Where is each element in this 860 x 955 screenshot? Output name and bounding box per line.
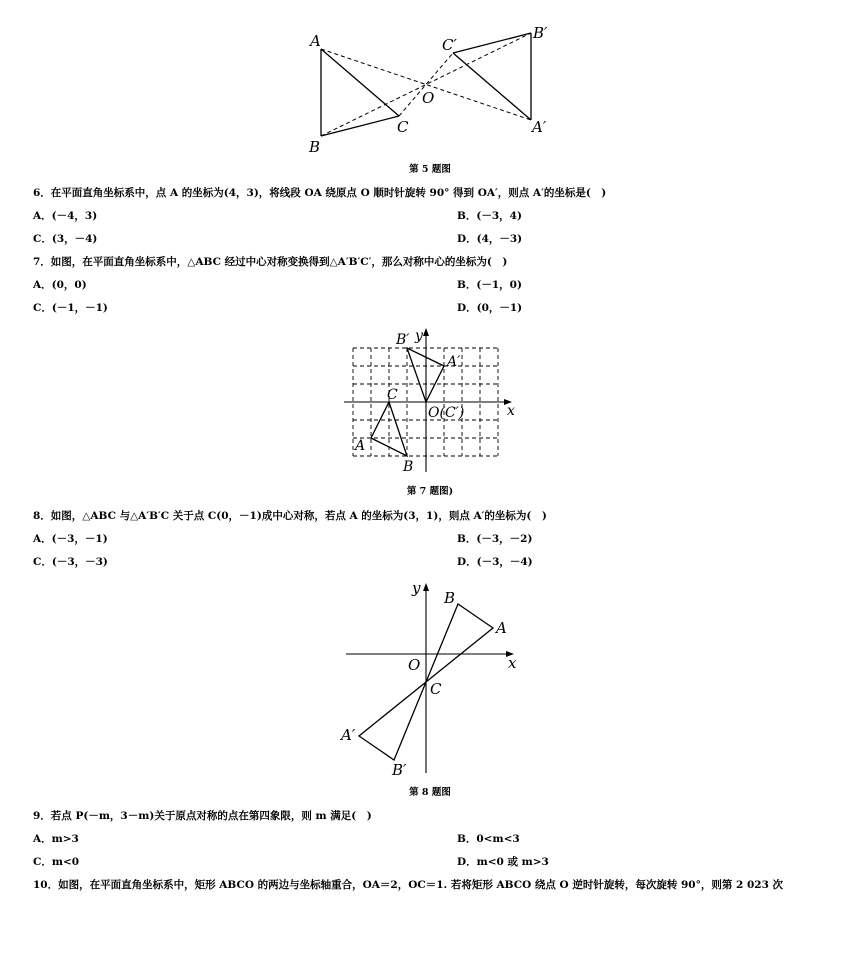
label-x: x	[507, 403, 515, 419]
label-ap: A′	[532, 118, 547, 136]
label-c: C	[397, 118, 409, 136]
segment-cpap	[453, 53, 531, 120]
q8-option-c: C．(－3，－3)	[33, 556, 108, 568]
triangle-abc	[426, 604, 493, 682]
figure-8	[0, 575, 860, 785]
label-y: y	[415, 328, 423, 344]
q7-option-d: D．(0，－1)	[457, 302, 523, 314]
label-b: B	[403, 459, 414, 475]
q8-option-d: D．(－3，－4)	[457, 556, 533, 568]
q8-option-b: B．(－3，－2)	[457, 533, 533, 545]
q7-option-c: C．(－1，－1)	[33, 302, 108, 314]
q6-option-a: A．(－4，3)	[33, 210, 98, 222]
q9-option-d: D．m<0 或 m>3	[457, 856, 549, 868]
label-bp: B′	[392, 761, 407, 779]
label-a: A	[496, 619, 507, 637]
label-ap: A′	[341, 726, 356, 744]
triangle-apbpc	[359, 682, 426, 760]
q6-option-b: B．(－3，4)	[457, 210, 522, 222]
segment-bc	[321, 116, 399, 136]
q9-option-c: C．m<0	[33, 856, 80, 868]
q8-option-a: A．(－3，－1)	[33, 533, 108, 545]
label-ap: A′	[447, 354, 461, 370]
label-oc: O(C′)	[428, 405, 465, 421]
q6-option-c: C．(3，－4)	[33, 233, 98, 245]
label-b: B	[309, 138, 321, 156]
figure-5	[0, 0, 860, 170]
q6-option-d: D．(4，－3)	[457, 233, 523, 245]
segment-cpbp	[453, 33, 531, 53]
label-a: A	[310, 32, 321, 50]
q7-option-b: B．(－1，0)	[457, 279, 522, 291]
label-b: B	[444, 589, 456, 607]
label-bp: B′	[533, 24, 548, 42]
q7-stem: 7．如图，在平面直角坐标系中，△ABC 经过中心对称变换得到△A′B′C′，那么对称中心的坐标为( )	[33, 256, 508, 268]
dashed-a-ap	[321, 49, 531, 120]
dashed-b-bp	[321, 33, 531, 136]
q9-option-b: B．0<m<3	[457, 833, 520, 845]
label-o: O	[422, 89, 435, 107]
label-c: C	[387, 387, 398, 403]
figure-7	[0, 322, 860, 482]
label-c: C	[430, 680, 442, 698]
q9-stem: 9．若点 P(－m，3－m)关于原点对称的点在第四象限，则 m 满足( )	[33, 810, 372, 822]
segment-ac	[321, 49, 399, 116]
label-a: A	[355, 438, 366, 454]
fig5-caption: 第 5 题图	[409, 164, 451, 175]
label-bp: B′	[396, 332, 410, 348]
q8-stem: 8．如图，△ABC 与△A′B′C 关于点 C(0，－1)成中心对称，若点 A 的坐标为(3，1)，则点 A′的坐标为( )	[33, 510, 547, 522]
q6-stem: 6．在平面直角坐标系中，点 A 的坐标为(4，3)，将线段 OA 绕原点 O 顺时针旋转 90° 得到 OA′，则点 A′的坐标是( )	[33, 187, 607, 199]
q7-option-a: A．(0，0)	[33, 279, 87, 291]
q9-option-a: A．m>3	[33, 833, 79, 845]
label-y: y	[412, 579, 421, 597]
label-x: x	[508, 654, 517, 672]
fig7-caption: 第 7 题图)	[406, 486, 454, 497]
label-o: O	[408, 656, 421, 674]
q10-stem: 10．如图，在平面直角坐标系中，矩形 ABCO 的两边与坐标轴重合，OA＝2，OC＝1. 若将矩形 ABCO 绕点 O 逆时针旋转，每次旋转 90°，则第 2 023 次	[33, 879, 784, 891]
label-cp: C′	[442, 36, 457, 54]
fig8-caption: 第 8 题图	[409, 787, 451, 798]
